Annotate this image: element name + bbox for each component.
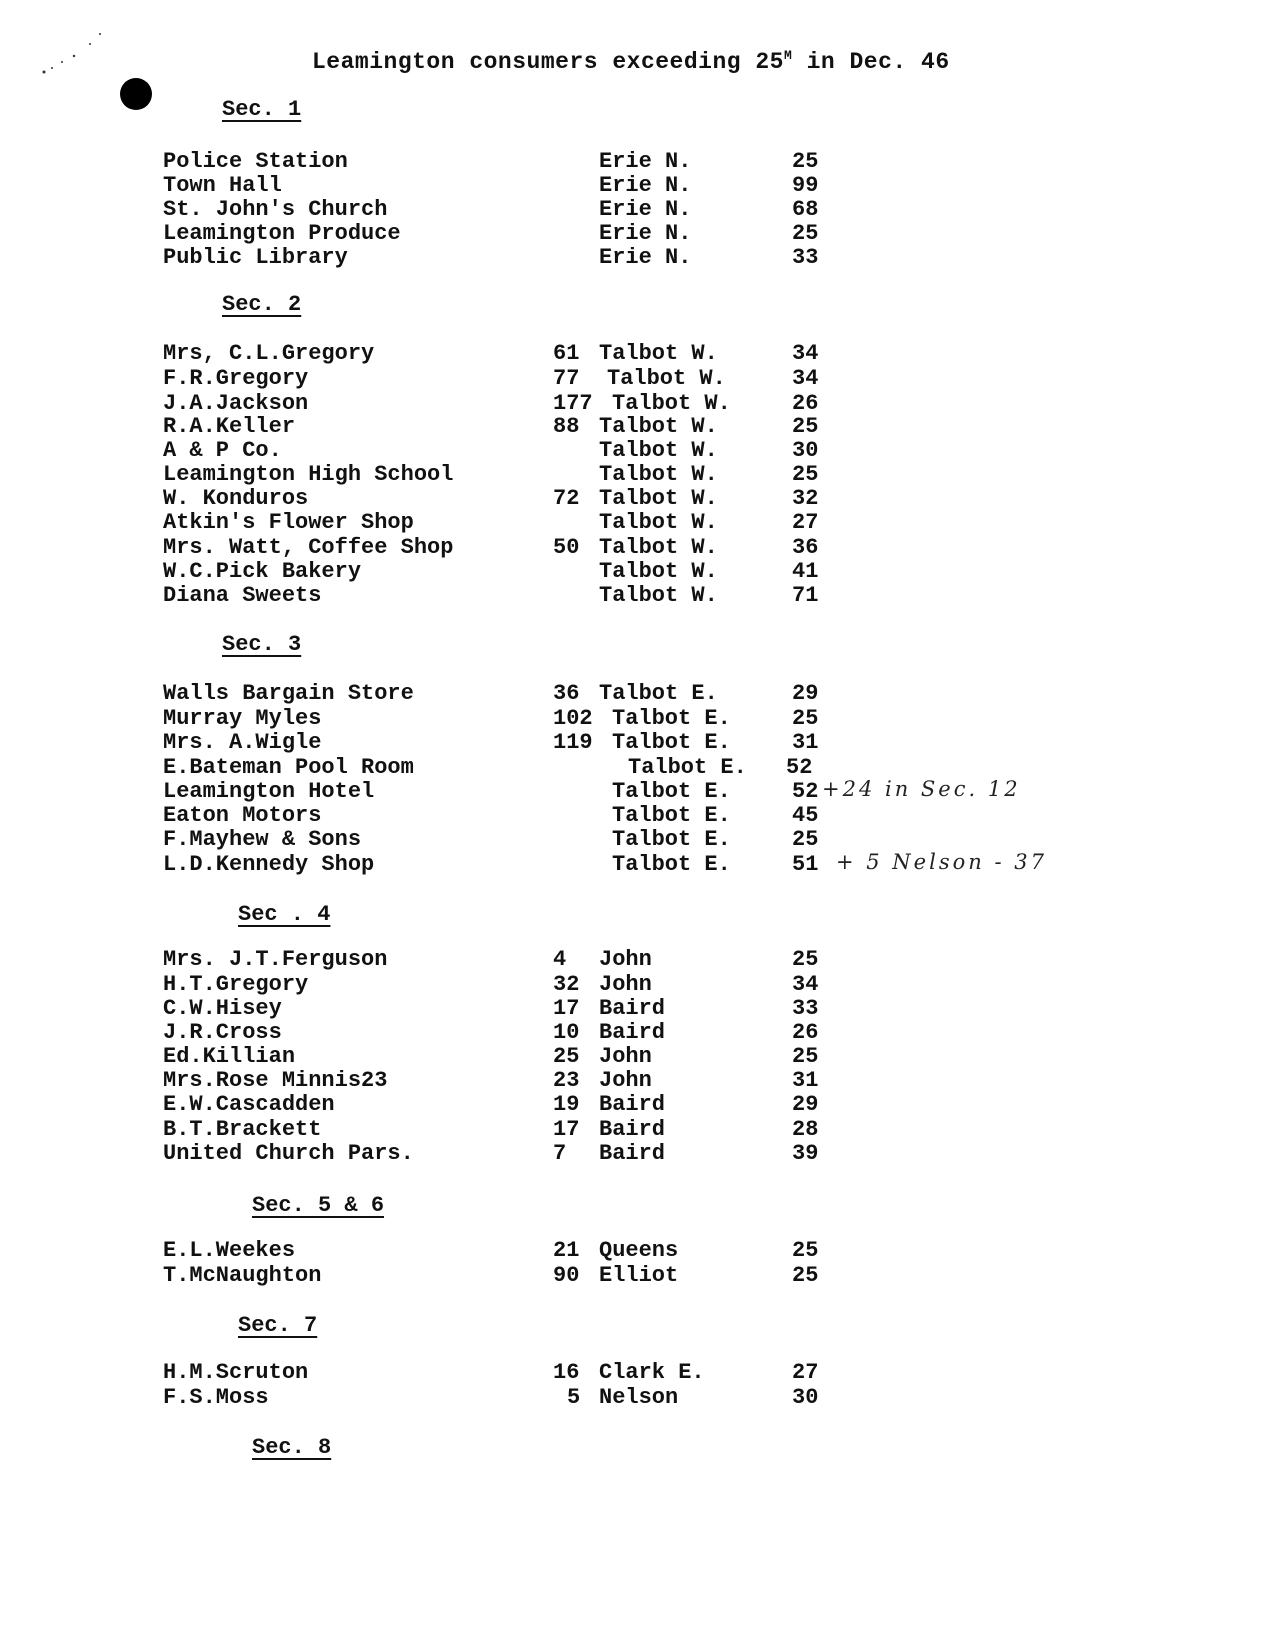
street-name: Talbot W. — [599, 559, 718, 584]
street-name: Baird — [599, 1141, 666, 1166]
consumer-name: St. John's Church — [163, 197, 388, 222]
street-number: 21 — [553, 1238, 580, 1263]
table-row — [0, 1092, 1266, 1117]
table-row — [0, 583, 1266, 608]
consumer-name: Atkin's Flower Shop — [163, 510, 414, 535]
street-name: Talbot W. — [607, 366, 726, 391]
street-name: Talbot W. — [599, 414, 718, 439]
street-name: Elliot — [599, 1263, 679, 1288]
table-row — [0, 438, 1266, 463]
section-heading: Sec. 2 — [222, 292, 302, 317]
consumer-name: Mrs. A.Wigle — [163, 730, 322, 755]
street-name: Talbot W. — [599, 486, 718, 511]
street-name: Talbot W. — [599, 535, 718, 560]
street-number: 16 — [553, 1360, 580, 1385]
consumption-value: 51 — [792, 852, 819, 877]
street-number: 88 — [553, 414, 580, 439]
street-number: 10 — [553, 1020, 580, 1045]
table-row — [0, 1238, 1266, 1263]
table-row — [0, 197, 1266, 222]
street-number: 32 — [553, 972, 580, 997]
consumption-value: 26 — [792, 1020, 819, 1045]
consumer-name: Ed.Killian — [163, 1044, 296, 1069]
consumption-value: 32 — [792, 486, 819, 511]
consumption-value: 34 — [792, 341, 819, 366]
section-heading: Sec. 1 — [222, 97, 302, 122]
street-number: 119 — [553, 730, 593, 755]
table-row — [0, 391, 1266, 416]
street-name: Talbot E. — [612, 706, 731, 731]
consumer-name: F.R.Gregory — [163, 366, 309, 391]
table-row — [0, 1044, 1266, 1069]
street-name: Talbot E. — [612, 827, 731, 852]
consumer-name: F.S.Moss — [163, 1385, 269, 1410]
table-row — [0, 779, 1266, 804]
table-row — [0, 1360, 1266, 1385]
consumption-value: 34 — [792, 366, 819, 391]
table-row — [0, 947, 1266, 972]
consumption-value: 25 — [792, 462, 819, 487]
consumption-value: 25 — [792, 827, 819, 852]
consumer-name: Town Hall — [163, 173, 282, 198]
table-row — [0, 1385, 1266, 1410]
consumption-value: 26 — [792, 391, 819, 416]
consumption-value: 27 — [792, 1360, 819, 1385]
street-name: Baird — [599, 1117, 666, 1142]
section-heading: Sec. 3 — [222, 632, 302, 657]
consumption-value: 25 — [792, 947, 819, 972]
consumer-name: W. Konduros — [163, 486, 309, 511]
consumption-value: 25 — [792, 1044, 819, 1069]
consumer-name: Murray Myles — [163, 706, 322, 731]
consumption-value: 52 — [792, 779, 819, 804]
street-name: Talbot E. — [612, 730, 731, 755]
table-row — [0, 462, 1266, 487]
street-number: 4 — [553, 947, 567, 972]
street-number: 19 — [553, 1092, 580, 1117]
street-number: 17 — [553, 1117, 580, 1142]
street-name: Erie N. — [599, 149, 692, 174]
consumer-name: T.McNaughton — [163, 1263, 322, 1288]
street-name: Erie N. — [599, 173, 692, 198]
table-row — [0, 1068, 1266, 1093]
consumer-name: J.A.Jackson — [163, 391, 309, 416]
consumption-value: 71 — [792, 583, 819, 608]
street-name: Talbot W. — [599, 341, 718, 366]
street-name: Talbot W. — [599, 510, 718, 535]
table-row — [0, 341, 1266, 366]
street-name: John — [599, 1068, 652, 1093]
section-heading: Sec. 8 — [252, 1435, 332, 1460]
consumer-name: A & P Co. — [163, 438, 282, 463]
street-name: Talbot W. — [599, 462, 718, 487]
table-row — [0, 755, 1266, 780]
consumer-name: Mrs, C.L.Gregory — [163, 341, 375, 366]
handwritten-note-kennedy: + 5 Nelson - 37 — [836, 850, 1047, 874]
consumer-name: Mrs.Rose Minnis23 — [163, 1068, 388, 1093]
consumer-name: Leamington Produce — [163, 221, 401, 246]
street-name: Talbot E. — [612, 779, 731, 804]
table-row — [0, 803, 1266, 828]
table-row — [0, 486, 1266, 511]
consumption-value: 36 — [792, 535, 819, 560]
consumption-value: 29 — [792, 681, 819, 706]
consumer-name: W.C.Pick Bakery — [163, 559, 362, 584]
consumer-name: Diana Sweets — [163, 583, 322, 608]
consumption-value: 25 — [792, 149, 819, 174]
consumption-value: 33 — [792, 245, 819, 270]
consumer-name: R.A.Keller — [163, 414, 296, 439]
street-number: 25 — [553, 1044, 580, 1069]
ink-specks — [38, 28, 108, 78]
table-row — [0, 510, 1266, 535]
street-name: Talbot W. — [599, 438, 718, 463]
consumer-name: Mrs. J.T.Ferguson — [163, 947, 388, 972]
street-name: Erie N. — [599, 221, 692, 246]
table-row — [0, 559, 1266, 584]
table-row — [0, 1020, 1266, 1045]
table-row — [0, 996, 1266, 1021]
consumer-name: H.T.Gregory — [163, 972, 309, 997]
table-row — [0, 535, 1266, 560]
street-number: 7 — [553, 1141, 567, 1166]
street-number: 50 — [553, 535, 580, 560]
street-number: 90 — [553, 1263, 580, 1288]
consumption-value: 99 — [792, 173, 819, 198]
consumer-name: B.T.Brackett — [163, 1117, 322, 1142]
street-name: Talbot W. — [612, 391, 731, 416]
consumer-name: Public Library — [163, 245, 348, 270]
street-name: John — [599, 972, 652, 997]
consumer-name: United Church Pars. — [163, 1141, 414, 1166]
table-row — [0, 706, 1266, 731]
consumption-value: 28 — [792, 1117, 819, 1142]
street-name: Baird — [599, 1020, 666, 1045]
consumption-value: 25 — [792, 1263, 819, 1288]
consumer-name: C.W.Hisey — [163, 996, 282, 1021]
table-row — [0, 245, 1266, 270]
consumption-value: 31 — [792, 1068, 819, 1093]
street-name: Talbot E. — [628, 755, 747, 780]
street-name: Erie N. — [599, 197, 692, 222]
consumer-name: H.M.Scruton — [163, 1360, 309, 1385]
street-number: 5 — [567, 1385, 581, 1410]
street-name: Queens — [599, 1238, 679, 1263]
consumption-value: 30 — [792, 438, 819, 463]
consumer-name: Mrs. Watt, Coffee Shop — [163, 535, 454, 560]
handwritten-note-hotel: +24 in Sec. 12 — [822, 777, 1021, 801]
consumer-name: E.Bateman Pool Room — [163, 755, 414, 780]
table-row — [0, 827, 1266, 852]
street-name: Talbot E. — [612, 803, 731, 828]
consumption-value: 34 — [792, 972, 819, 997]
consumption-value: 29 — [792, 1092, 819, 1117]
street-number: 77 — [553, 366, 580, 391]
table-row — [0, 1117, 1266, 1142]
street-number: 61 — [553, 341, 580, 366]
street-number: 72 — [553, 486, 580, 511]
street-name: Baird — [599, 996, 666, 1021]
street-name: Talbot W. — [599, 583, 718, 608]
consumer-name: Leamington Hotel — [163, 779, 375, 804]
consumption-value: 45 — [792, 803, 819, 828]
consumer-name: F.Mayhew & Sons — [163, 827, 362, 852]
consumption-value: 25 — [792, 706, 819, 731]
consumption-value: 25 — [792, 414, 819, 439]
consumer-name: E.W.Cascadden — [163, 1092, 335, 1117]
consumption-value: 30 — [792, 1385, 819, 1410]
street-number: 36 — [553, 681, 580, 706]
consumption-value: 52 — [786, 755, 813, 780]
street-name: Erie N. — [599, 245, 692, 270]
consumption-value: 25 — [792, 221, 819, 246]
table-row — [0, 852, 1266, 877]
consumption-value: 27 — [792, 510, 819, 535]
table-row — [0, 1263, 1266, 1288]
table-row — [0, 149, 1266, 174]
table-row — [0, 221, 1266, 246]
table-row — [0, 681, 1266, 706]
table-row — [0, 730, 1266, 755]
consumer-name: Police Station — [163, 149, 348, 174]
street-name: John — [599, 947, 652, 972]
consumer-name: Walls Bargain Store — [163, 681, 414, 706]
consumer-name: L.D.Kennedy Shop — [163, 852, 375, 877]
table-row — [0, 1141, 1266, 1166]
consumption-value: 68 — [792, 197, 819, 222]
consumption-value: 31 — [792, 730, 819, 755]
street-number: 102 — [553, 706, 593, 731]
street-name: Talbot E. — [612, 852, 731, 877]
consumption-value: 39 — [792, 1141, 819, 1166]
consumption-value: 41 — [792, 559, 819, 584]
table-row — [0, 366, 1266, 391]
street-name: Clark E. — [599, 1360, 705, 1385]
table-row — [0, 972, 1266, 997]
consumer-name: Eaton Motors — [163, 803, 322, 828]
street-name: John — [599, 1044, 652, 1069]
street-number: 23 — [553, 1068, 580, 1093]
street-name: Talbot E. — [599, 681, 718, 706]
table-row — [0, 173, 1266, 198]
section-heading: Sec. 7 — [238, 1313, 318, 1338]
punch-hole — [120, 78, 152, 110]
consumer-name: Leamington High School — [163, 462, 454, 487]
consumer-name: J.R.Cross — [163, 1020, 282, 1045]
street-number: 17 — [553, 996, 580, 1021]
street-number: 177 — [553, 391, 593, 416]
section-heading: Sec. 5 & 6 — [252, 1193, 385, 1218]
consumption-value: 25 — [792, 1238, 819, 1263]
table-row — [0, 414, 1266, 439]
street-name: Nelson — [599, 1385, 679, 1410]
page-title: Leamington consumers exceeding $25^M$ in Dec. 46 — [312, 48, 950, 75]
consumption-value: 33 — [792, 996, 819, 1021]
street-name: Baird — [599, 1092, 666, 1117]
section-heading: Sec . 4 — [238, 902, 331, 927]
consumer-name: E.L.Weekes — [163, 1238, 296, 1263]
